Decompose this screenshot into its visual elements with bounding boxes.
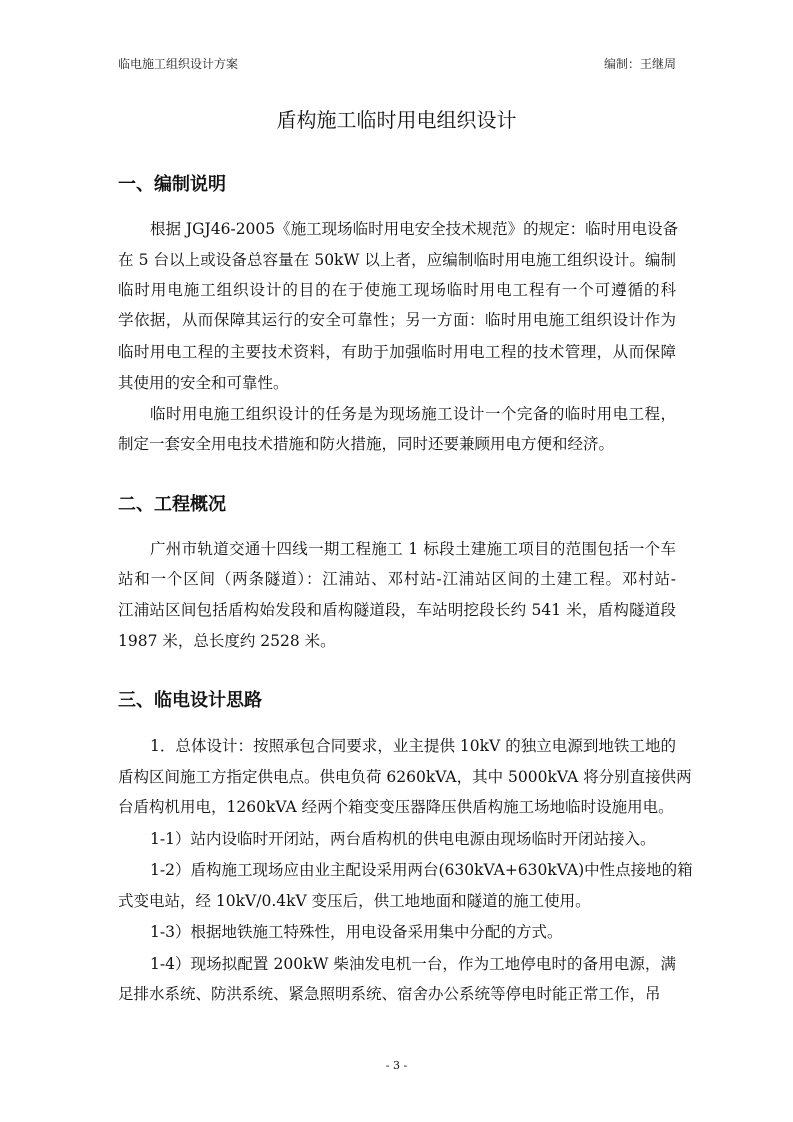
paragraph-line: 1-3）根据地铁施工特殊性，用电设备采用集中分配的方式。 <box>150 923 563 941</box>
paragraph-line: 临时用电施工组织设计的目的在于使施工现场临时用电工程有一个可遵循的科 <box>118 281 676 299</box>
document-title: 盾构施工临时用电组织设计 <box>276 108 517 132</box>
paragraph-line: 1-1）站内设临时开闭站，两台盾构机的供电电源由现场临时开闭站接入。 <box>150 830 656 848</box>
paragraph-line: 1．总体设计：按照承包合同要求，业主提供 10kV 的独立电源到地铁工地的 <box>150 737 676 755</box>
paragraph-line: 1-2）盾构施工现场应由业主配设采用两台(630kVA+630kVA)中性点接地的箱 <box>150 861 693 879</box>
paragraph-line: 制定一套安全用电技术措施和防火措施，同时还要兼顾用电方便和经济。 <box>118 435 615 453</box>
paragraph-line: 盾构区间施工方指定供电点。供电负荷 6260kVA，其中 5000kVA 将分别直接供两 <box>118 768 692 786</box>
paragraph-line: 根据 JGJ46-2005《施工现场临时用电安全技术规范》的规定：临时用电设备 <box>150 220 679 238</box>
paragraph-line: 广州市轨道交通十四线一期工程施工 1 标段土建施工项目的范围包括一个车 <box>150 540 676 558</box>
running-header-author: 编制：王继周 <box>603 57 676 71</box>
paragraph-line: 1987 米，总长度约 2528 米。 <box>118 632 336 650</box>
paragraph-line: 江浦站区间包括盾构始发段和盾构隧道段，车站明挖段长约 541 米，盾构隧道段 <box>118 601 676 619</box>
section-heading: 二、工程概况 <box>118 494 226 515</box>
paragraph-line: 足排水系统、防洪系统、紧急照明系统、宿舍办公系统等停电时能正常工作，吊 <box>118 985 661 1003</box>
paragraph-line: 临时用电工程的主要技术资料，有助于加强临时用电工程的技术管理，从而保障 <box>118 343 676 361</box>
paragraph-line: 临时用电施工组织设计的任务是为现场施工设计一个完备的临时用电工程， <box>150 405 676 423</box>
page-number: - 3 - <box>385 1059 408 1072</box>
paragraph-line: 1-4）现场拟配置 200kW 柴油发电机一台，作为工地停电时的备用电源，满 <box>150 955 676 973</box>
paragraph-line: 式变电站，经 10kV/0.4kV 变压后，供工地地面和隧道的施工使用。 <box>118 892 591 910</box>
paragraph-line: 台盾构机用电，1260kVA 经两个箱变变压器降压供盾构施工场地临时设施用电。 <box>118 798 674 816</box>
paragraph-line: 其使用的安全和可靠性。 <box>118 374 289 392</box>
section-heading: 一、编制说明 <box>118 174 226 195</box>
running-header-title: 临电施工组织设计方案 <box>118 57 239 71</box>
paragraph-line: 在 5 台以上或设备总容量在 50kW 以上者，应编制临时用电施工组织设计。编制 <box>118 251 676 269</box>
paragraph-line: 站和一个区间（两条隧道）：江浦站、邓村站-江浦站区间的土建工程。邓村站- <box>118 570 676 588</box>
paragraph-line: 学依据，从而保障其运行的安全可靠性；另一方面：临时用电施工组织设计作为 <box>118 311 676 329</box>
section-heading: 三、临电设计思路 <box>118 690 262 711</box>
